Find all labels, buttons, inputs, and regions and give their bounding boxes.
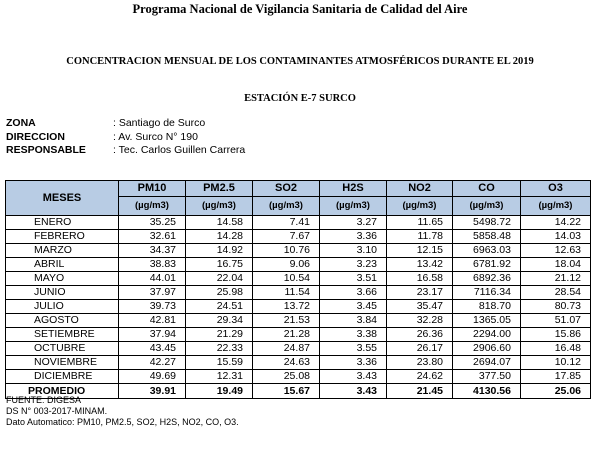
value-cell: 16.58 [387, 272, 453, 286]
value-cell: 19.49 [186, 384, 253, 399]
station-title: ESTACIÓN E-7 SURCO [244, 93, 356, 104]
month-cell: MAYO [6, 272, 119, 286]
value-cell: 16.75 [186, 258, 253, 272]
table-row [6, 328, 591, 342]
info-responsable [6, 144, 245, 158]
table-row [6, 356, 591, 370]
value-cell: 10.12 [521, 356, 591, 370]
value-cell: 3.10 [320, 244, 387, 258]
table-row [6, 230, 591, 244]
value-cell: 11.78 [387, 230, 453, 244]
value-cell: 24.63 [253, 356, 320, 370]
value-cell: 22.33 [186, 342, 253, 356]
value-cell: 5498.72 [453, 216, 521, 230]
value-cell: 35.25 [119, 216, 186, 230]
program-title: Programa Nacional de Vigilancia Sanitaria de Calidad del Aire [132, 2, 468, 16]
pollutant-table [5, 180, 591, 399]
value-cell: 2694.07 [453, 356, 521, 370]
value-cell: 21.12 [521, 272, 591, 286]
value-cell: 14.22 [521, 216, 591, 230]
value-cell: 10.54 [253, 272, 320, 286]
value-cell: 2906.60 [453, 342, 521, 356]
header-unit: (µg/m3) [387, 197, 453, 216]
value-cell: 32.61 [119, 230, 186, 244]
header-pollutant: CO [453, 181, 521, 197]
value-cell: 6892.36 [453, 272, 521, 286]
header-months: MESES [6, 181, 119, 216]
header-pollutant: H2S [320, 181, 387, 197]
table-row [6, 258, 591, 272]
value-cell: 26.17 [387, 342, 453, 356]
info-value: : Santiago de Surco [113, 117, 206, 129]
value-cell: 21.45 [387, 384, 453, 399]
month-cell: PROMEDIO [6, 384, 119, 399]
value-cell: 35.47 [387, 300, 453, 314]
month-cell: MARZO [6, 244, 119, 258]
value-cell: 3.36 [320, 356, 387, 370]
value-cell: 3.36 [320, 230, 387, 244]
table-row [6, 300, 591, 314]
month-cell: JUNIO [6, 286, 119, 300]
value-cell: 15.86 [521, 328, 591, 342]
value-cell: 28.54 [521, 286, 591, 300]
value-cell: 15.59 [186, 356, 253, 370]
value-cell: 80.73 [521, 300, 591, 314]
table-row [6, 244, 591, 258]
station-info [6, 117, 245, 158]
header-unit: (µg/m3) [320, 197, 387, 216]
value-cell: 14.58 [186, 216, 253, 230]
value-cell: 7.67 [253, 230, 320, 244]
table-body [6, 216, 591, 399]
value-cell: 11.65 [387, 216, 453, 230]
month-cell: ENERO [6, 216, 119, 230]
value-cell: 6781.92 [453, 258, 521, 272]
value-cell: 3.51 [320, 272, 387, 286]
value-cell: 11.54 [253, 286, 320, 300]
footer-regulation: DS N° 003-2017-MINAM. [6, 406, 108, 416]
header-pollutant: NO2 [387, 181, 453, 197]
value-cell: 4130.56 [453, 384, 521, 399]
value-cell: 2294.00 [453, 328, 521, 342]
value-cell: 16.48 [521, 342, 591, 356]
value-cell: 49.69 [119, 370, 186, 384]
value-cell: 14.03 [521, 230, 591, 244]
value-cell: 3.43 [320, 370, 387, 384]
table-row [6, 370, 591, 384]
report-title: CONCENTRACION MENSUAL DE LOS CONTAMINANTES ATMOSFÉRICOS DURANTE EL 2019 [66, 56, 534, 67]
month-cell: DICIEMBRE [6, 370, 119, 384]
month-cell: ABRIL [6, 258, 119, 272]
table-row [6, 342, 591, 356]
value-cell: 17.85 [521, 370, 591, 384]
month-cell: FEBRERO [6, 230, 119, 244]
value-cell: 24.62 [387, 370, 453, 384]
value-cell: 29.34 [186, 314, 253, 328]
header-unit: (µg/m3) [521, 197, 591, 216]
header-pollutant: PM10 [119, 181, 186, 197]
value-cell: 39.91 [119, 384, 186, 399]
header-unit: (µg/m3) [453, 197, 521, 216]
value-cell: 32.28 [387, 314, 453, 328]
header-pollutant: PM2.5 [186, 181, 253, 197]
footer-auto-data: Dato Automatico: PM10, PM2.5, SO2, H2S, NO2, CO, O3. [6, 417, 239, 427]
value-cell: 37.94 [119, 328, 186, 342]
footer-source: FUENTE: DIGESA [6, 395, 82, 405]
value-cell: 14.28 [186, 230, 253, 244]
value-cell: 24.51 [186, 300, 253, 314]
value-cell: 42.81 [119, 314, 186, 328]
value-cell: 25.08 [253, 370, 320, 384]
month-cell: JULIO [6, 300, 119, 314]
value-cell: 1365.05 [453, 314, 521, 328]
value-cell: 3.38 [320, 328, 387, 342]
info-direccion [6, 131, 245, 145]
value-cell: 3.55 [320, 342, 387, 356]
header-pollutant: O3 [521, 181, 591, 197]
value-cell: 3.45 [320, 300, 387, 314]
table-row [6, 286, 591, 300]
value-cell: 818.70 [453, 300, 521, 314]
value-cell: 25.98 [186, 286, 253, 300]
value-cell: 39.73 [119, 300, 186, 314]
value-cell: 24.87 [253, 342, 320, 356]
value-cell: 42.27 [119, 356, 186, 370]
info-zona [6, 117, 245, 131]
month-cell: AGOSTO [6, 314, 119, 328]
value-cell: 37.97 [119, 286, 186, 300]
value-cell: 21.28 [253, 328, 320, 342]
value-cell: 6963.03 [453, 244, 521, 258]
table-row [6, 314, 591, 328]
value-cell: 3.66 [320, 286, 387, 300]
value-cell: 7116.34 [453, 286, 521, 300]
info-value: : Tec. Carlos Guillen Carrera [113, 144, 246, 156]
value-cell: 43.45 [119, 342, 186, 356]
value-cell: 5858.48 [453, 230, 521, 244]
value-cell: 7.41 [253, 216, 320, 230]
info-label: DIRECCION [6, 130, 65, 143]
value-cell: 3.23 [320, 258, 387, 272]
value-cell: 15.67 [253, 384, 320, 399]
header-unit: (µg/m3) [253, 197, 320, 216]
value-cell: 9.06 [253, 258, 320, 272]
month-cell: SETIEMBRE [6, 328, 119, 342]
value-cell: 10.76 [253, 244, 320, 258]
value-cell: 25.06 [521, 384, 591, 399]
value-cell: 21.53 [253, 314, 320, 328]
value-cell: 21.29 [186, 328, 253, 342]
info-label: RESPONSABLE [6, 144, 86, 156]
header-unit: (µg/m3) [186, 197, 253, 216]
value-cell: 13.42 [387, 258, 453, 272]
table-row [6, 216, 591, 230]
value-cell: 12.15 [387, 244, 453, 258]
value-cell: 38.83 [119, 258, 186, 272]
value-cell: 18.04 [521, 258, 591, 272]
value-cell: 22.04 [186, 272, 253, 286]
table-row [6, 272, 591, 286]
value-cell: 12.63 [521, 244, 591, 258]
value-cell: 23.80 [387, 356, 453, 370]
value-cell: 14.92 [186, 244, 253, 258]
value-cell: 3.84 [320, 314, 387, 328]
value-cell: 23.17 [387, 286, 453, 300]
value-cell: 3.27 [320, 216, 387, 230]
value-cell: 13.72 [253, 300, 320, 314]
header-unit: (µg/m3) [119, 197, 186, 216]
value-cell: 12.31 [186, 370, 253, 384]
info-value: : Av. Surco N° 190 [113, 130, 198, 143]
value-cell: 26.36 [387, 328, 453, 342]
value-cell: 377.50 [453, 370, 521, 384]
month-cell: OCTUBRE [6, 342, 119, 356]
value-cell: 44.01 [119, 272, 186, 286]
footer-notes [6, 395, 239, 428]
month-cell: NOVIEMBRE [6, 356, 119, 370]
header-pollutant: SO2 [253, 181, 320, 197]
value-cell: 34.37 [119, 244, 186, 258]
value-cell: 3.43 [320, 384, 387, 399]
info-label: ZONA [6, 117, 36, 129]
value-cell: 51.07 [521, 314, 591, 328]
